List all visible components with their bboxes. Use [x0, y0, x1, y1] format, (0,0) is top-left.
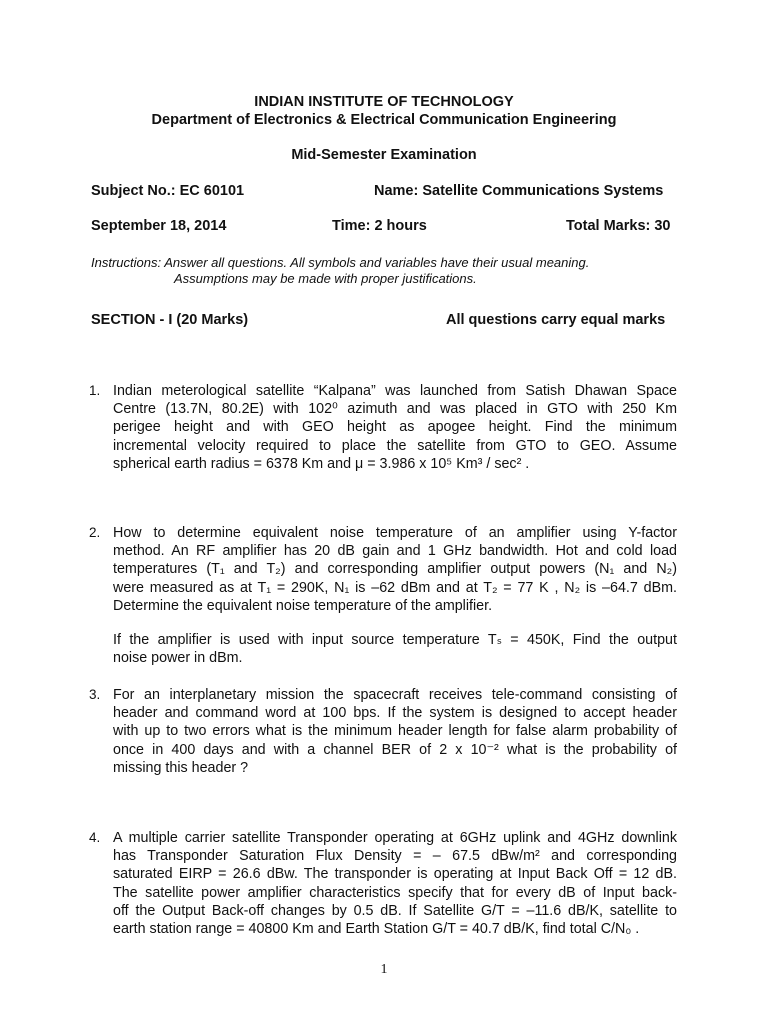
question-3-number: 3.	[89, 687, 101, 702]
page-number: 1	[380, 962, 388, 977]
text-line: Indian meterological satellite “Kalpana” was launched from Satish Dhawan Space	[113, 383, 677, 399]
text-line: If the amplifier is used with input source temperature Tₛ = 450K, Find the output	[113, 632, 677, 648]
question-2-number: 2.	[89, 525, 101, 540]
question-1-number: 1.	[89, 383, 101, 398]
text-line: A multiple carrier satellite Transponder operating at 6GHz uplink and 4GHz downlink	[113, 830, 677, 846]
question-2-text	[113, 524, 677, 615]
text-line: perigee height and with GEO height as apogee height. Find the minimum	[113, 419, 677, 436]
text-line: spherical earth radius = 6378 Km and μ = 3.986 x 10⁵ Km³ / sec² .	[113, 455, 530, 472]
exam-time: Time: 2 hours	[332, 218, 427, 234]
text-line: has Transponder Saturation Flux Density = – 67.5 dBw/m² and corresponding	[113, 848, 677, 865]
text-line: Centre (13.7N, 80.2E) with 102⁰ azimuth and was placed in GTO with 250 Km	[113, 401, 677, 418]
text-line: temperatures (T₁ and T₂) and corresponding amplifier output powers (N₁ and N₂)	[113, 561, 677, 578]
text-line: The satellite power amplifier characteristics specify that for every dB of Input back-	[113, 884, 677, 901]
text-line: were measured as at T₁ = 290K, N₁ is –62 dBm and at T₂ = 77 K , N₂ is –64.7 dBm.	[113, 579, 677, 596]
text-line: off the Output Back-off changes by 0.5 dB. If Satellite G/T = –11.6 dB/K, satellite to	[113, 902, 677, 919]
text-line: For an interplanetary mission the spacecraft receives tele-command consisting of	[113, 687, 677, 703]
text-line: with up to two errors what is the minimum header length for false alarm probability of	[113, 723, 677, 740]
text-line: incremental velocity required to place the satellite from GTO to GEO. Assume	[113, 437, 677, 454]
text-line: Determine the equivalent noise temperature of the amplifier.	[113, 597, 493, 614]
department-title: Department of Electronics & Electrical Communication Engineering	[151, 112, 617, 128]
text-line: missing this header ?	[113, 759, 249, 776]
exam-date: September 18, 2014	[91, 218, 227, 234]
question-3-text	[113, 686, 677, 777]
question-4-number: 4.	[89, 830, 101, 845]
institute-title: INDIAN INSTITUTE OF TECHNOLOGY	[254, 94, 514, 110]
subject-name: Name: Satellite Communications Systems	[374, 183, 664, 199]
question-4-text	[113, 829, 677, 938]
text-line: header and command word at 100 bps. If the system is designed to accept header	[113, 705, 677, 722]
text-line: How to determine equivalent noise temperature of an amplifier using Y-factor	[113, 525, 677, 541]
exam-title: Mid-Semester Examination	[291, 147, 477, 163]
question-2-followup	[113, 631, 677, 667]
text-line: earth station range = 40800 Km and Earth Station G/T = 40.7 dB/K, find total C/N₀ .	[113, 921, 640, 938]
instructions-line-1: Instructions: Answer all questions. All symbols and variables have their usual meaning.	[91, 255, 590, 270]
text-line: method. An RF amplifier has 20 dB gain and 1 GHz bandwidth. Hot and cold load	[113, 543, 677, 560]
section-note: All questions carry equal marks	[446, 312, 666, 328]
section-title: SECTION - I (20 Marks)	[91, 312, 249, 328]
instructions-line-2: Assumptions may be made with proper justifications.	[174, 271, 477, 286]
text-line: noise power in dBm.	[113, 650, 243, 667]
text-line: saturated EIRP = 26.6 dBw. The transponder is operating at Input Back Off = 12 dB.	[113, 866, 677, 883]
text-line: once in 400 days and with a channel BER of 2 x 10⁻² what is the probability of	[113, 741, 677, 758]
total-marks: Total Marks: 30	[566, 218, 671, 234]
subject-number: Subject No.: EC 60101	[91, 183, 245, 199]
question-1-text	[113, 382, 677, 473]
